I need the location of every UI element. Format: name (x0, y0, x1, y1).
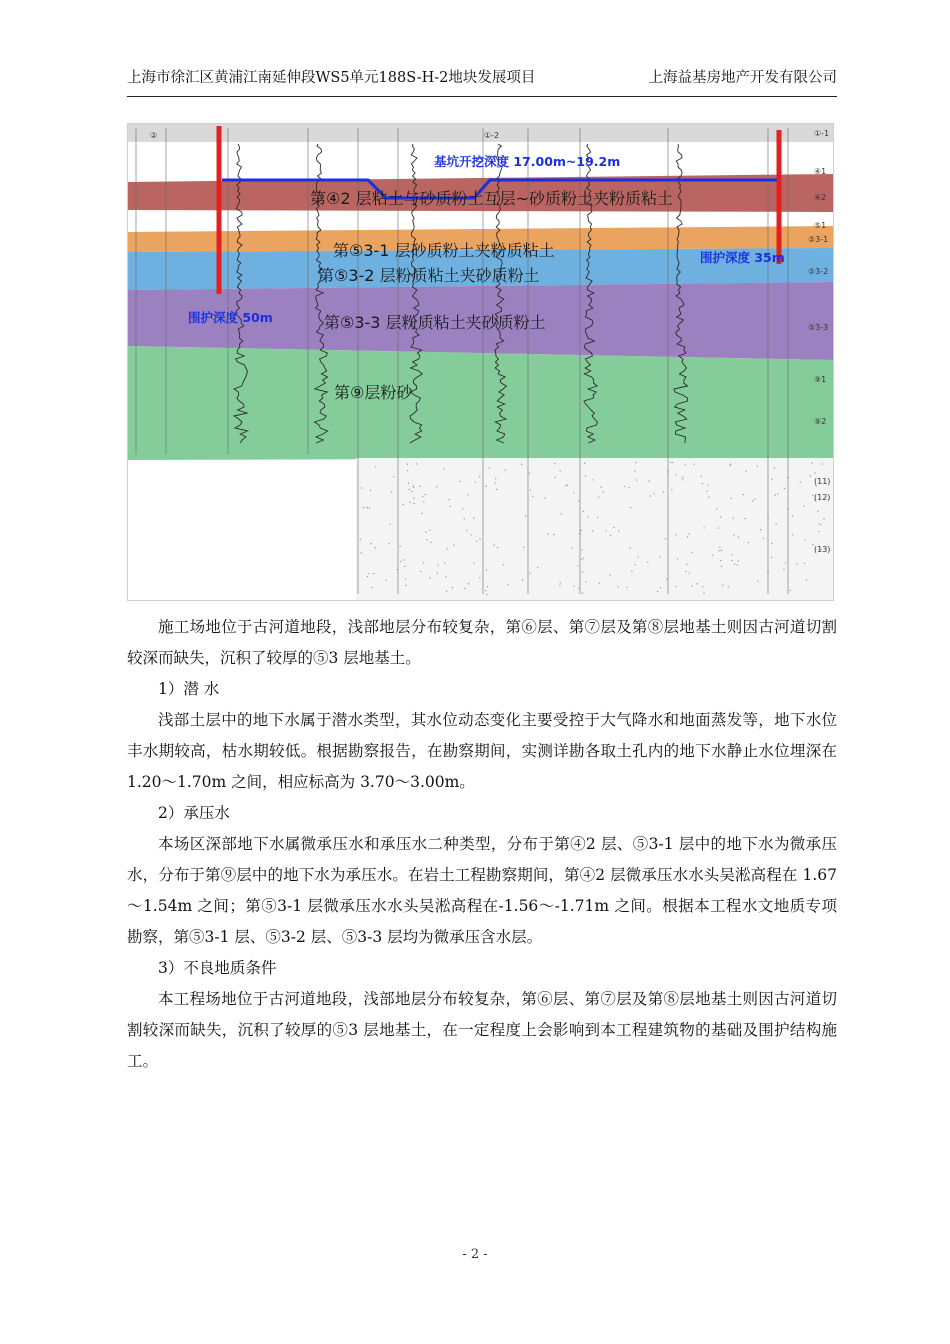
strata-speckle (618, 530, 619, 531)
paragraph-phreatic-water: 浅部土层中的地下水属于潜水类型，其水位动态变化主要受控于大气降水和地面蒸发等，地下水位丰水期较高，枯水期较低。根据勘察报告，在勘察期间，实测详勘各取土孔内的地下水静止水位埋深在 1.20～1.70m 之间，相应标高为 3.70～3.00m。 (127, 711, 837, 791)
layer-label-5-3-3: 第⑤3-3 层粉质粘土夹砂质粉土 (324, 313, 546, 332)
strata-speckle (530, 489, 531, 490)
strata-speckle (406, 463, 407, 464)
strata-speckle (738, 560, 739, 561)
strata-speckle (733, 517, 734, 518)
strata-speckle (657, 591, 658, 592)
strata-speckle (425, 531, 426, 532)
geological-section-svg (128, 124, 833, 600)
strata-speckle (453, 544, 454, 545)
strata-speckle (734, 564, 735, 565)
strata-speckle (803, 506, 804, 507)
strata-speckle (720, 560, 721, 561)
strata-speckle (731, 554, 732, 555)
strata-speckle (405, 578, 406, 579)
strata-speckle (486, 594, 487, 595)
strata-speckle (446, 548, 447, 549)
strata-speckle (746, 471, 747, 472)
strata-speckle (634, 470, 635, 471)
strata-speckle (473, 517, 474, 518)
strata-speckle (494, 544, 495, 545)
strata-speckle (581, 559, 582, 560)
page-header (127, 66, 837, 97)
strata-speckle (685, 571, 686, 572)
strata-speckle (677, 558, 678, 559)
strata-speckle (818, 531, 819, 532)
strata-speckle (554, 477, 555, 478)
strata-speckle (446, 590, 447, 591)
strata-speckle (675, 474, 676, 475)
code-5-3-1: ⑤3-1 (808, 235, 829, 244)
heading-confined-water: 2）承压水 (158, 804, 230, 822)
strata-speckle (369, 507, 370, 508)
strata-speckle (605, 530, 606, 531)
strata-speckle (363, 507, 364, 508)
strata-speckle (464, 518, 465, 519)
strata-speckle (413, 487, 414, 488)
strata-speckle (593, 479, 594, 480)
strata-speckle (634, 564, 635, 565)
strata-speckle (425, 494, 426, 495)
strata-speckle (522, 579, 523, 580)
strata-speckle (438, 565, 439, 566)
strata-speckle (785, 562, 786, 563)
strata-speckle (820, 524, 821, 525)
strata-speckle (628, 487, 629, 488)
code-13: (13) (814, 545, 831, 554)
strata-speckle (777, 493, 778, 494)
strata-speckle (430, 542, 431, 543)
strata-speckle (693, 464, 694, 465)
strata-speckle (400, 561, 401, 562)
strata-speckle (468, 583, 469, 584)
strata-speckle (416, 463, 417, 464)
strata-speckle (547, 533, 548, 534)
strata-speckle (721, 566, 722, 567)
strata-speckle (559, 470, 560, 471)
strata-speckle (585, 581, 586, 582)
layer-label-9: 第⑨层粉砂 (334, 383, 413, 402)
strata-speckle (407, 470, 408, 471)
strata-speckle (584, 463, 585, 464)
strata-speckle (583, 558, 584, 559)
strata-speckle (703, 527, 704, 528)
strata-speckle (660, 587, 661, 588)
strata-speckle (720, 516, 721, 517)
strata-speckle (702, 483, 703, 484)
strata-speckle (426, 539, 427, 540)
strata-speckle (367, 507, 368, 508)
strata-speckle (582, 593, 583, 594)
strata-speckle (485, 486, 486, 487)
strata-speckle (581, 549, 582, 550)
body-text (127, 612, 837, 1077)
strata-speckle (423, 562, 424, 563)
strata-speckle (578, 500, 579, 501)
strata-speckle (702, 586, 703, 587)
strata-speckle (670, 462, 671, 463)
strata-speckle (733, 534, 734, 535)
header-company-name: 上海益基房地产开发有限公司 (648, 70, 837, 86)
strata-speckle (385, 580, 386, 581)
strata-speckle (763, 538, 764, 539)
strata-speckle (429, 577, 430, 578)
strata-speckle (817, 511, 818, 512)
strata-speckle (771, 543, 772, 544)
strata-speckle (672, 462, 673, 463)
strata-speckle (784, 488, 785, 489)
layer-label-5-3-2: 第⑤3-2 层粉质粘土夹砂质粉土 (318, 266, 540, 285)
strata-speckle (410, 502, 411, 503)
lower-strata-area (356, 458, 833, 600)
strata-speckle (665, 538, 666, 539)
strata-speckle (650, 495, 651, 496)
strata-speckle (631, 570, 632, 571)
strata-speckle (688, 533, 689, 534)
strata-speckle (419, 486, 420, 487)
strata-speckle (390, 524, 391, 525)
strata-speckle (561, 513, 562, 514)
strata-speckle (686, 564, 687, 565)
strata-speckle (391, 491, 392, 492)
strata-speckle (599, 583, 600, 584)
strata-speckle (587, 516, 588, 517)
strata-speckle (496, 489, 497, 490)
strata-speckle (421, 513, 422, 514)
strata-speckle (712, 555, 713, 556)
strata-speckle (559, 585, 560, 586)
code-4-2: ④2 (814, 193, 827, 202)
code-1-1: ①-1 (814, 129, 830, 138)
strata-speckle (393, 476, 394, 477)
strata-speckle (649, 480, 650, 481)
strata-speckle (560, 582, 561, 583)
strata-speckle (554, 463, 555, 464)
strata-speckle (462, 508, 463, 509)
strata-speckle (731, 498, 732, 499)
strata-speckle (728, 586, 729, 587)
strata-speckle (663, 491, 664, 492)
strata-speckle (473, 562, 474, 563)
strata-speckle (718, 527, 719, 528)
strata-speckle (368, 573, 369, 574)
strata-speckle (675, 586, 676, 587)
strata-speckle (647, 562, 648, 563)
strata-speckle (675, 534, 676, 535)
strata-speckle (475, 481, 476, 482)
strata-speckle (361, 487, 362, 488)
strata-speckle (437, 572, 438, 573)
strata-speckle (738, 536, 739, 537)
strata-speckle (696, 583, 697, 584)
strata-speckle (375, 466, 376, 467)
strata-speckle (598, 497, 599, 498)
code-1-2: ①-2 (484, 131, 500, 140)
strata-speckle (682, 479, 683, 480)
strata-speckle (537, 567, 538, 568)
strata-speckle (581, 530, 582, 531)
strata-speckle (578, 588, 579, 589)
strata-speckle (805, 539, 806, 540)
strata-speckle (719, 546, 720, 547)
geological-section-figure (127, 123, 834, 601)
strata-speckle (505, 469, 506, 470)
code-4-1: ④1 (814, 167, 827, 176)
strata-speckle (610, 574, 611, 575)
strata-speckle (521, 464, 522, 465)
strata-speckle (774, 468, 775, 469)
strata-speckle (744, 518, 745, 519)
strata-speckle (373, 573, 374, 574)
strata-speckle (436, 486, 437, 487)
strata-speckle (800, 482, 801, 483)
strata-speckle (818, 523, 819, 524)
strata-speckle (452, 587, 453, 588)
strata-speckle (582, 571, 583, 572)
strata-speckle (760, 529, 761, 530)
header-project-title: 上海市徐汇区黄浦江南延伸段WS5单元188S-H-2地块发展项目 (127, 70, 536, 86)
strata-speckle (479, 577, 480, 578)
strata-speckle (822, 463, 823, 464)
strata-speckle (479, 538, 480, 539)
strata-speckle (618, 586, 619, 587)
excavation-depth-label: 基坑开挖深度 17.00m~19.2m (434, 154, 621, 169)
heading-phreatic-water: 1）潜 水 (158, 680, 220, 698)
right-support-depth-label: 围护深度 35m (700, 250, 785, 265)
strata-speckle (448, 499, 449, 500)
paragraph-site-location: 施工场地位于古河道地段，浅部地层分布较复杂，第⑥层、第⑦层及第⑧层地基土则因古河道切割较深而缺失，沉积了较厚的⑤3 层地基土。 (127, 618, 837, 667)
strata-speckle (718, 550, 719, 551)
strata-speckle (823, 519, 824, 520)
strata-speckle (414, 503, 415, 504)
strata-speckle (408, 489, 409, 490)
strata-speckle (771, 479, 772, 480)
strata-speckle (810, 475, 811, 476)
strata-speckle (722, 585, 723, 586)
strata-speckle (532, 496, 533, 497)
left-support-depth-label: 围护深度 50m (188, 310, 273, 325)
strata-speckle (459, 481, 460, 482)
strata-speckle (422, 496, 423, 497)
strata-speckle (495, 482, 496, 483)
strata-speckle (716, 508, 717, 509)
code-2: ② (150, 131, 158, 140)
strata-speckle (703, 592, 704, 593)
strata-speckle (360, 539, 361, 540)
strata-speckle (583, 511, 584, 512)
strata-speckle (443, 468, 444, 469)
strata-speckle (637, 556, 638, 557)
strata-speckle (752, 501, 753, 502)
strata-speckle (367, 576, 368, 577)
code-5-3-3: ⑤3-3 (808, 323, 829, 332)
strata-speckle (408, 483, 409, 484)
strata-speckle (636, 479, 637, 480)
strata-speckle (630, 547, 631, 548)
strata-speckle (708, 496, 709, 497)
strata-speckle (466, 530, 467, 531)
strata-speckle (783, 569, 784, 570)
strata-speckle (399, 546, 400, 547)
strata-speckle (429, 530, 430, 531)
strata-speckle (577, 565, 578, 566)
strata-speckle (743, 494, 744, 495)
strata-speckle (411, 491, 412, 492)
strata-speckle (706, 491, 707, 492)
strata-speckle (610, 535, 611, 536)
strata-speckle (814, 472, 815, 473)
strata-speckle (370, 543, 371, 544)
strata-speckle (737, 564, 738, 565)
strata-speckle (553, 534, 554, 535)
strata-speckle (573, 586, 574, 587)
strata-speckle (529, 473, 530, 474)
strata-speckle (602, 491, 603, 492)
code-11: (11) (814, 477, 831, 486)
strata-speckle (707, 484, 708, 485)
strata-speckle (420, 571, 421, 572)
section-top-strip (128, 124, 833, 142)
strata-speckle (404, 566, 405, 567)
strata-speckle (721, 550, 722, 551)
strata-speckle (388, 543, 389, 544)
strata-speckle (771, 557, 772, 558)
strata-speckle (544, 498, 545, 499)
strata-speckle (444, 562, 445, 563)
strata-speckle (775, 524, 776, 525)
strata-speckle (402, 504, 403, 505)
strata-speckle (485, 590, 486, 591)
strata-speckle (682, 477, 683, 478)
strata-speckle (508, 584, 509, 585)
strata-speckle (792, 515, 793, 516)
strata-speckle (464, 588, 465, 589)
strata-speckle (790, 590, 791, 591)
strata-speckle (489, 468, 490, 469)
page-number: - 2 - (462, 1247, 488, 1262)
strata-speckle (806, 579, 807, 580)
strata-speckle (626, 587, 627, 588)
strata-speckle (757, 580, 758, 581)
strata-speckle (405, 585, 406, 586)
strata-speckle (701, 476, 702, 477)
strata-speckle (525, 515, 526, 516)
strata-speckle (370, 490, 371, 491)
strata-speckle (635, 462, 636, 463)
strata-speckle (748, 542, 749, 543)
strata-speckle (445, 576, 446, 577)
strata-speckle (757, 466, 758, 467)
strata-speckle (796, 564, 797, 565)
layer-label-4-2: 第④2 层粘土与砂质粉土互层~砂质粉土夹粉质粘土 (310, 189, 674, 208)
strata-speckle (754, 499, 755, 500)
strata-speckle (449, 506, 450, 507)
layer-band-9 (128, 346, 833, 460)
code-5-3-2: ⑤3-2 (808, 267, 829, 276)
strata-speckle (671, 489, 672, 490)
code-5-1: ⑤1 (814, 221, 827, 230)
strata-speckle (685, 464, 686, 465)
strata-speckle (624, 486, 625, 487)
strata-speckle (423, 501, 424, 502)
layer-label-5-3-1: 第⑤3-1 层砂质粉土夹粉质粘土 (333, 241, 555, 260)
strata-speckle (792, 534, 793, 535)
strata-speckle (497, 547, 498, 548)
strata-speckle (502, 564, 503, 565)
strata-speckle (811, 462, 812, 463)
strata-speckle (687, 536, 688, 537)
strata-speckle (630, 507, 631, 508)
code-9-2: ⑨2 (814, 417, 827, 426)
strata-speckle (476, 541, 477, 542)
strata-speckle (592, 530, 593, 531)
strata-speckle (470, 534, 471, 535)
strata-speckle (468, 494, 469, 495)
strata-speckle (585, 475, 586, 476)
strata-speckle (529, 573, 530, 574)
strata-speckle (567, 484, 568, 485)
strata-speckle (653, 493, 654, 494)
strata-speckle (361, 552, 362, 553)
strata-speckle (666, 578, 667, 579)
strata-speckle (486, 569, 487, 570)
strata-speckle (413, 497, 414, 498)
strata-speckle (495, 478, 496, 479)
code-9-1: ⑨1 (814, 375, 827, 384)
strata-speckle (730, 463, 731, 464)
code-12: (12) (814, 493, 831, 502)
strata-speckle (413, 485, 414, 486)
strata-speckle (774, 495, 775, 496)
strata-speckle (573, 492, 574, 493)
strata-speckle (689, 572, 690, 573)
strata-speckle (565, 485, 566, 486)
heading-adverse-geology: 3）不良地质条件 (158, 959, 277, 977)
strata-speckle (729, 465, 730, 466)
strata-speckle (374, 547, 375, 548)
paragraph-confined-water: 本场区深部地下水属微承压水和承压水二种类型，分布于第④2 层、⑤3-1 层中的地下水为微承压水，分布于第⑨层中的地下水为承压水。在岩土工程勘察期间，第④2 层微承压水水头吴淞高程在 1.67～1.54m 之间；第⑤3-1 层微承压水水头吴淞高程在-1.56～-1.71m 之间。根据本工程水文地质专项勘察，第⑤3-1 层、⑤3-2 层、⑤3-3 层均为微承压含水层。 (127, 835, 837, 946)
strata-speckle (804, 563, 805, 564)
strata-speckle (487, 586, 488, 587)
strata-speckle (403, 559, 404, 560)
strata-speckle (479, 476, 480, 477)
strata-speckle (597, 517, 598, 518)
paragraph-adverse-geology: 本工程场地位于古河道地段，浅部地层分布较复杂，第⑥层、第⑦层及第⑧层地基土则因古河道切割较深而缺失，沉积了较厚的⑤3 层地基土，在一定程度上会影响到本工程建筑物的基础及围护结构施工。 (127, 990, 837, 1070)
strata-speckle (372, 587, 373, 588)
strata-speckle (659, 556, 660, 557)
strata-speckle (523, 547, 524, 548)
strata-speckle (691, 585, 692, 586)
strata-speckle (731, 560, 732, 561)
strata-speckle (572, 547, 573, 548)
strata-speckle (601, 486, 602, 487)
strata-speckle (691, 552, 692, 553)
strata-speckle (613, 527, 614, 528)
